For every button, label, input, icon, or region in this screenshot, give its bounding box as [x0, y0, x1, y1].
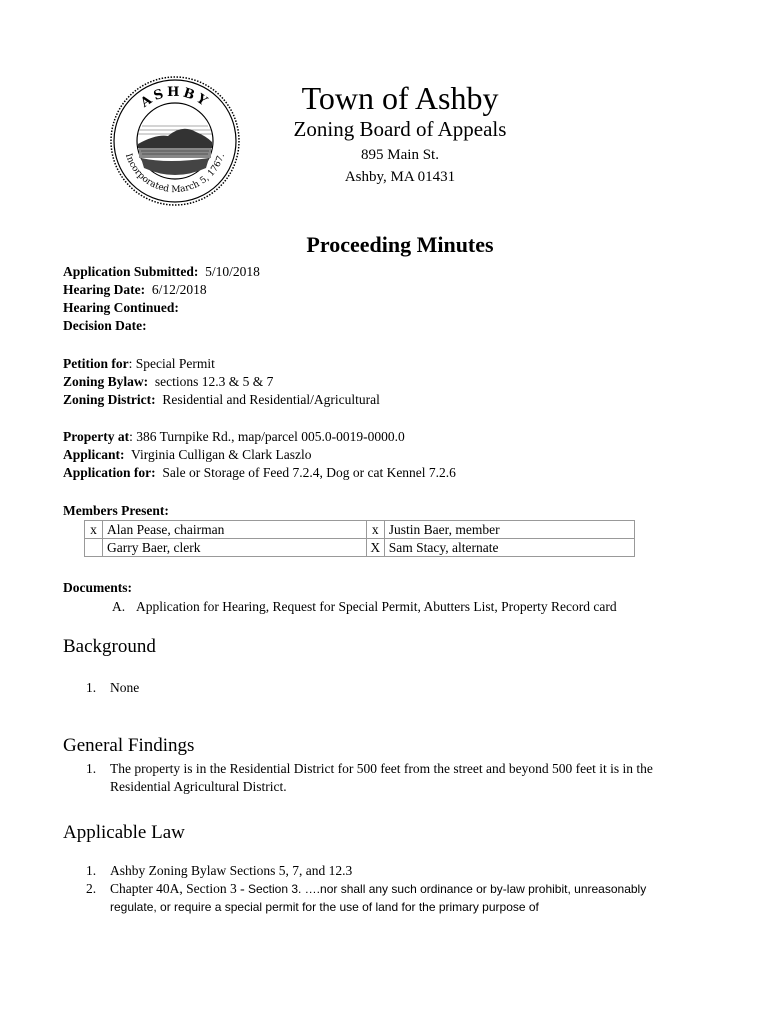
members-table [84, 520, 635, 557]
field-value: Residential and Residential/Agricultural [162, 392, 380, 407]
field-label: Application for: [63, 465, 156, 480]
list-item [86, 679, 646, 697]
field-label: Hearing Date: [63, 282, 146, 297]
list-number: 1. [86, 863, 97, 878]
member-name: Alan Pease, chairman [103, 521, 367, 539]
attendance-mark: x [85, 521, 103, 539]
list-item [86, 862, 686, 880]
list-marker: A. [112, 599, 126, 614]
address-line-1: 895 Main St. [361, 147, 439, 163]
field-value: 6/12/2018 [151, 282, 207, 297]
list-number: 1. [86, 680, 97, 695]
list-item [86, 760, 686, 796]
seal-top-text: ASHBY [138, 84, 212, 111]
attendance-mark [85, 539, 103, 557]
applicable-law-heading: Applicable Law [63, 822, 185, 843]
zoning-bylaw-line [63, 374, 273, 390]
attendance-mark: X [366, 539, 384, 557]
field-label: Property at [63, 429, 130, 444]
background-text: None [110, 680, 140, 695]
document-text: Application for Hearing, Request for Special Permit, Abutters List, Property Record card [136, 599, 617, 614]
town-title: Town of Ashby [301, 80, 499, 116]
field-value: sections 12.3 & 5 & 7 [154, 374, 274, 389]
list-item [86, 880, 686, 916]
field-label: Zoning District: [63, 392, 156, 407]
member-name: Garry Baer, clerk [103, 539, 367, 557]
field-label: Hearing Continued: [63, 300, 179, 315]
law-text: Ashby Zoning Bylaw Sections 5, 7, and 12.3 [110, 863, 353, 878]
list-number: 1. [86, 761, 97, 776]
zoning-district-line [63, 392, 380, 408]
application-submitted-line [63, 264, 260, 280]
table-row [85, 521, 635, 539]
attendance-mark: x [366, 521, 384, 539]
field-label: Application Submitted: [63, 264, 199, 279]
member-name: Sam Stacy, alternate [384, 539, 634, 557]
finding-text: The property is in the Residential District for 500 feet from the street and beyond 500 feet it is in the Residential Agricultural District. [110, 761, 653, 794]
field-value: Virginia Culligan & Clark Laszlo [131, 447, 312, 462]
list-number: 2. [86, 881, 97, 896]
general-findings-heading: General Findings [63, 735, 195, 756]
field-label: Zoning Bylaw: [63, 374, 149, 389]
field-value: Sale or Storage of Feed 7.2.4, Dog or cat Kennel 7.2.6 [162, 465, 456, 480]
documents-label: Documents: [63, 580, 132, 595]
petition-line [63, 356, 215, 372]
board-name: Zoning Board of Appeals [293, 117, 507, 141]
document-heading: Proceeding Minutes [306, 232, 494, 257]
law-citation: Chapter 40A, Section 3 - [110, 881, 248, 896]
applicant-line [63, 447, 311, 463]
hearing-date-line [63, 282, 207, 298]
field-label: Applicant: [63, 447, 125, 462]
field-label: Decision Date: [63, 318, 147, 333]
application-for-line [63, 465, 456, 481]
field-label: Petition for [63, 356, 129, 371]
field-value: 5/10/2018 [205, 264, 260, 279]
hearing-continued-line [63, 300, 179, 316]
members-present-label: Members Present: [63, 503, 169, 518]
list-item [112, 598, 652, 616]
seal-bottom-text: Incorporated March 5, 1767. [122, 152, 228, 196]
decision-date-line [63, 318, 147, 334]
table-row [85, 539, 635, 557]
background-heading: Background [63, 636, 156, 657]
law-quote: Section 3. ….nor shall any such ordinance or by-law prohibit, unreasonably regulate, or require a special permit for the use of land for the primary purpose of [110, 882, 647, 914]
address-line-2: Ashby, MA 01431 [344, 169, 456, 185]
member-name: Justin Baer, member [384, 521, 634, 539]
field-value: : 386 Turnpike Rd., map/parcel 005.0-0019-0000.0 [129, 429, 405, 444]
property-line [63, 429, 405, 445]
field-value: : Special Permit [128, 356, 215, 371]
law-text [110, 880, 686, 916]
town-seal [108, 74, 242, 208]
